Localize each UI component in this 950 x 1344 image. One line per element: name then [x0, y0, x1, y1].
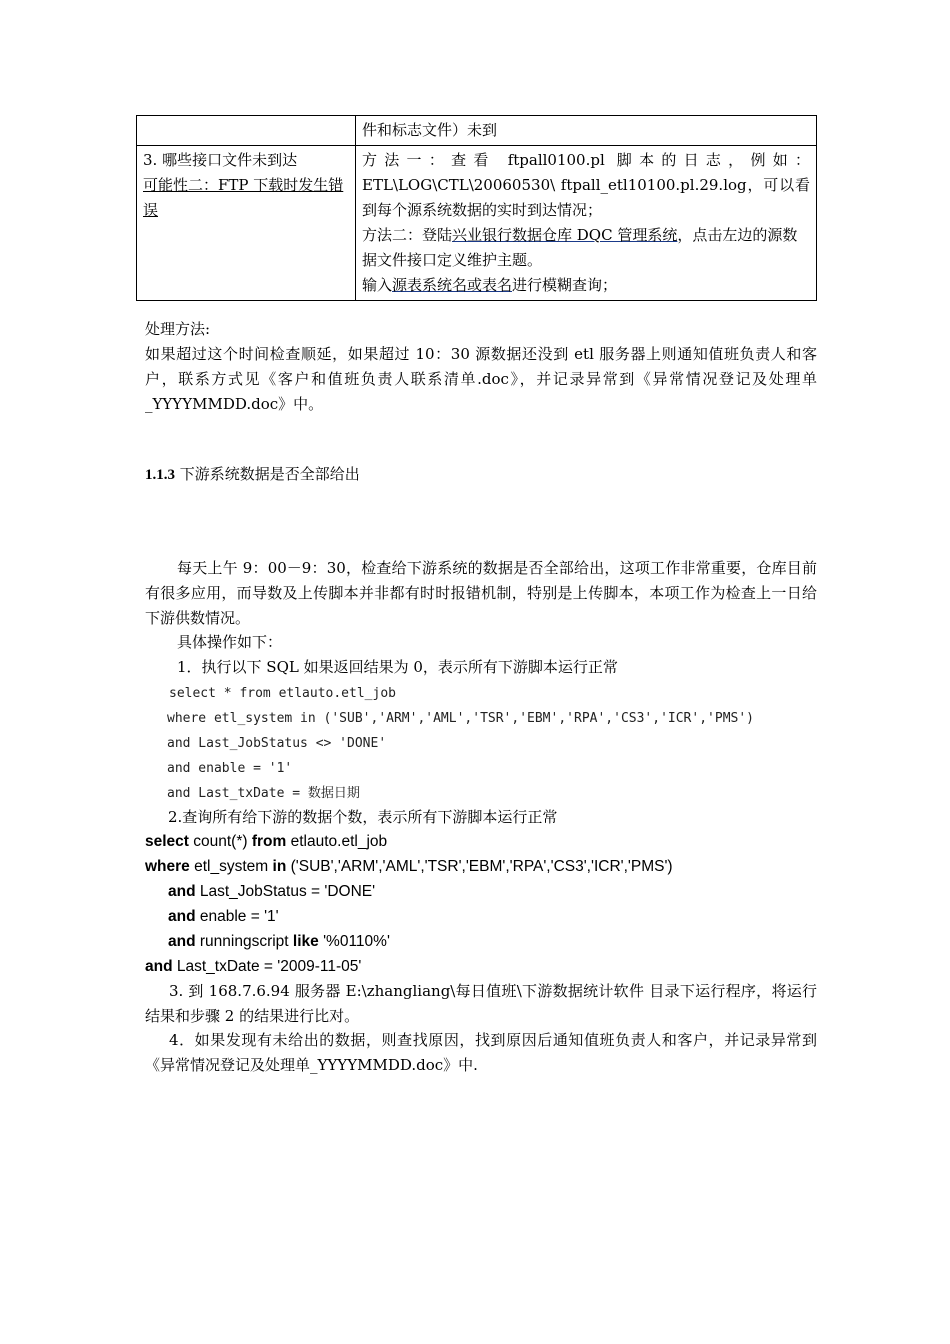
cell-text-underlined: 可能性二：FTP 下载时发生错误 [143, 176, 344, 219]
sql-text: count(*) [188, 833, 252, 850]
cell-text: 件和标志文件）未到 [362, 121, 498, 139]
sql-line: select * from etlauto.etl_job [169, 686, 396, 701]
steps-intro: 具体操作如下： [177, 633, 283, 651]
section-heading [145, 462, 817, 488]
step-2: 2.查询所有给下游的数据个数，表示所有下游脚本运行正常 [168, 808, 558, 826]
sql2-line [168, 879, 375, 904]
sql-keyword: and [168, 908, 196, 925]
section-number: 1.1.3 [145, 467, 175, 483]
cell-text: 3. 哪些接口文件未到达 [143, 151, 298, 169]
sql-keyword: in [272, 858, 287, 875]
sql-line: and Last_JobStatus <> 'DONE' [167, 736, 387, 751]
handling-text: 如果超过这个时间检查顺延，如果超过 10：30 源数据还没到 etl 服务器上则通知值班负责人和客户，联系方式见《客户和值班负责人联系清单.doc》，并记录异常到《异常情况登记及处理单_YYYYMMDD.doc》中。 [145, 345, 817, 413]
sql-line: and Last_txDate = 数据日期 [167, 786, 360, 801]
sql2-line [145, 854, 673, 879]
step-3: 3. 到 168.7.6.94 服务器 E:\zhangliang\每日值班\下游数据统计软件 目录下运行程序，将运行结果和步骤 2 的结果进行比对。 [145, 982, 817, 1025]
table-cell [137, 146, 356, 301]
cell-text: 方法一：查看 ftpall0100.pl 脚本的日志，例如：ETL\LOG\CTL\20060530\ ftpall_etl10100.pl.29.log，可以看到每个源系统数据的实时到达情况； [362, 151, 810, 219]
sql-text: enable = '1' [195, 908, 279, 925]
interface-check-table [136, 115, 817, 301]
sql2-line [168, 929, 390, 954]
dqc-system-link[interactable]: 兴业银行数据仓库 DQC 管理系统 [452, 226, 678, 244]
sql-text: Last_txDate = '2009-11-05' [172, 958, 362, 975]
table-row [137, 116, 817, 146]
text-run: 输入 [362, 276, 393, 294]
sql-text: etl_system [189, 858, 273, 875]
sql-text: Last_JobStatus = 'DONE' [195, 883, 376, 900]
table-cell [356, 116, 817, 146]
sql-line: where etl_system in ('SUB','ARM','AML','TSR','EBM','RPA','CS3','ICR','PMS') [167, 711, 754, 726]
sql-keyword: select [145, 833, 189, 850]
table-row [137, 146, 817, 301]
section-title: 下游系统数据是否全部给出 [179, 465, 360, 483]
sql-keyword: and [145, 958, 173, 975]
sql-keyword: like [292, 933, 319, 950]
step-1: 1．执行以下 SQL 如果返回结果为 0，表示所有下游脚本运行正常 [177, 658, 618, 676]
table-cell [356, 146, 817, 301]
text-run: 进行模糊查询； [512, 276, 618, 294]
body-paragraph: 每天上午 9：00－9：30，检查给下游系统的数据是否全部给出，这项工作非常重要，仓库目前有很多应用，而导数及上传脚本并非都有时时报错机制，特别是上传脚本，本项工作为检查上一日给下游供数情况。 [145, 559, 817, 627]
table-cell [137, 116, 356, 146]
handling-label: 处理方法: [145, 320, 211, 338]
sql-keyword: and [168, 933, 196, 950]
sql2-line [145, 829, 387, 854]
sql-text: ('SUB','ARM','AML','TSR','EBM','RPA','CS3','ICR','PMS') [286, 858, 673, 875]
step-4: 4．如果发现有未给出的数据，则查找原因，找到原因后通知值班负责人和客户，并记录异常到《异常情况登记及处理单_YYYYMMDD.doc》中. [145, 1031, 817, 1074]
sql-keyword: and [168, 883, 196, 900]
text-run: ，点击左边的源数据文件接口定义维护主题。 [362, 226, 798, 269]
sql2-line [145, 954, 361, 979]
sql-line: and enable = '1' [167, 761, 293, 776]
source-table-link[interactable]: 源表系统名或表名 [392, 276, 513, 294]
sql2-line [168, 904, 279, 929]
sql-text: '%0110%' [318, 933, 390, 950]
cell-text [362, 223, 810, 273]
sql-text: etlauto.etl_job [286, 833, 388, 850]
text-run: 方法二：登陆 [362, 226, 453, 244]
sql-keyword: where [145, 858, 190, 875]
sql-keyword: from [251, 833, 287, 850]
sql-text: runningscript [195, 933, 293, 950]
cell-text [362, 273, 810, 298]
